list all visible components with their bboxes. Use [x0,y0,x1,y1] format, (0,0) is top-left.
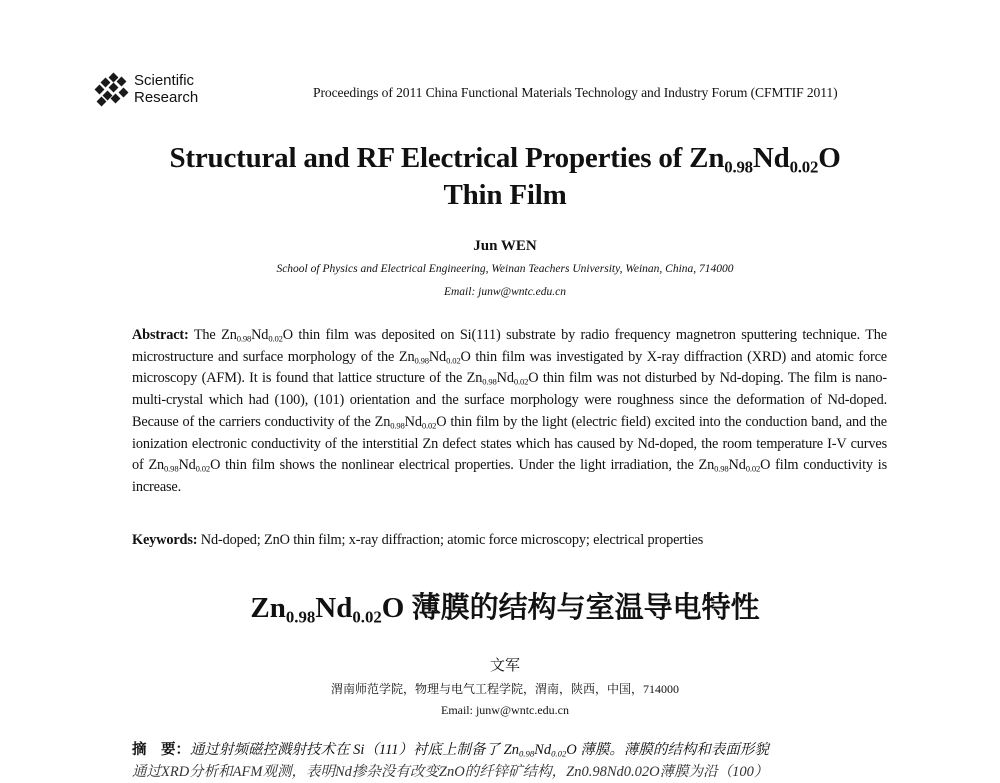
chinese-title: $Zn_{0.98}Nd_{0.02}O$ 薄膜的结构与室温导电特性 [250,592,760,627]
logo-text [134,72,198,106]
author: Jun WEN [473,238,537,254]
chinese-abstract-label: 摘 要： [132,742,190,758]
abstract-text: thin film was not disturbed by Nd-doping. The film is nano-multi-crystal which had (100), (101) orientation and the surface morphology were roughness since the deformation of Nd-doped. Because of the carriers conductivity of the [132,370,887,430]
proceedings-header: Proceedings of 2011 China Functional Materials Technology and Industry Forum (CFMTIF 2011) [313,85,838,100]
title-part-3: O [818,142,841,174]
keywords-text: Nd-doped; ZnO thin film; x-ray diffraction; atomic force microscopy; electrical properties [197,532,704,548]
title-sub-2: 0.02 [789,157,819,177]
abstract-text: thin film was investigated by X-ray diffraction (XRD) and atomic force microscopy (AFM). It is found that lattice structure of the [132,348,887,387]
publisher-logo [96,72,216,110]
formula: $Zn_{0.98}Nd_{0.02}O$ [698,457,771,474]
chinese-title-text: 薄膜的结构与室温导电特性 [404,592,760,624]
abstract-text: The [188,327,222,343]
formula: $Zn_{0.98}Nd_{0.02}O$ [503,742,577,759]
logo-line-1: Scientific [134,72,195,89]
author-email: Email: junw@wntc.edu.cn [443,286,567,298]
paper-title [0,140,1000,214]
formula: $Zn_{0.98}Nd_{0.02}O$ [466,370,539,387]
formula: $Zn_{0.98}Nd_{0.02}O$ [221,327,293,344]
keywords-label: Keywords: [132,532,198,548]
chinese-email: Email: junw@wntc.edu.cn [440,703,570,717]
keywords [132,532,892,549]
title-part-2: Nd [752,142,790,174]
chinese-affiliation: 渭南师范学院，物理与电气工程学院，渭南，陕西，中国，714000 [330,682,679,696]
formula: $Zn_{0.98}Nd_{0.02}O$ [398,348,471,366]
abstract-text: film conductivity is increase. [132,457,887,495]
formula: $Zn_{0.98}Nd_{0.02}O$ [374,413,447,431]
title-part-1: Structural and RF Electrical Properties of Zn [169,142,725,174]
affiliation: School of Physics and Electrical Engineering, Weinan Teachers University, Weinan, China, 714000 [276,263,734,275]
chinese-author: 文军 [489,658,520,674]
abstract-label: Abstract: [132,327,189,343]
formula: $Zn_{0.98}Nd_{0.02}O$ [148,457,221,474]
abstract-text: thin film was deposited on Si(111) substrate by radio frequency magnetron sputtering technique. The microstructure and surface morphology of the [132,327,888,365]
title-line-1 [0,140,1000,177]
abstract-text: thin film by the light (electric field) excited into the conduction band, and the ionization electronic conductivity of the interstitial Zn defect states which has caused by Nd-doped, the room temperature I-V curves of [132,413,887,474]
title-sub-1: 0.98 [724,157,753,177]
chinese-abstract: 摘 要：通过射频磁控溅射技术在 Si（111）衬底上制备了 $Zn_{0.98}Nd_{0.02}O$ 薄膜。薄膜的结构和表面形貌 [132,742,769,759]
title-line-2: Thin Film [443,179,567,211]
abstract-text: thin film shows the nonlinear electrical properties. Under the light irradiation, the [220,457,699,474]
abstract [132,325,887,499]
logo-diamonds-icon [96,74,132,108]
logo-line-2: Research [134,89,199,106]
chinese-abstract-line-2: 通过XRD分析和AFM观测，表明Nd掺杂没有改变ZnO的纤锌矿结构，Zn0.98Nd0.02O薄膜为沿（100） [132,764,769,780]
